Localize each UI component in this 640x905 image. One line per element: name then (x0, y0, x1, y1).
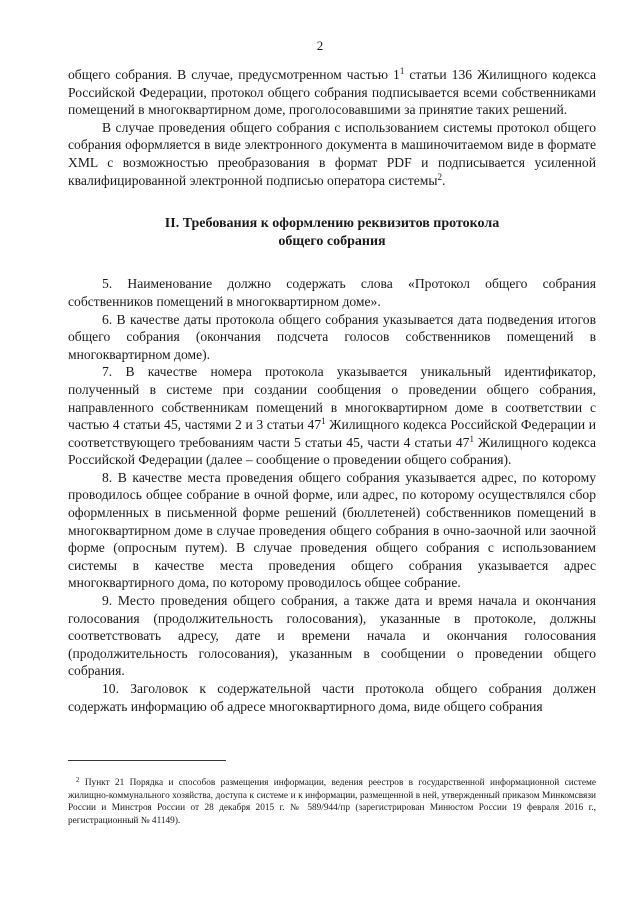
paragraph-electronic-protocol (68, 119, 596, 189)
section-heading-line: общего собрания (278, 233, 386, 249)
clause-text: 7. В качестве номера протокола указывается уникальный идентификатор, полученный в системе при создании сообщения о проведении общего собрания, направленного собственникам помещений в многоквартирном доме в соответствии с частью 4 статьи 45, частями 2 и 3 статьи 47 (68, 364, 596, 433)
page-number: 2 (316, 38, 324, 53)
paragraph-text: общего собрания. В случае, предусмотренном частью 1 (68, 67, 400, 82)
paragraph-text: статьи 136 Жилищного кодекса Российской Федерации, протокол общего собрания подписывается всеми собственниками помещений в многоквартирном доме, проголосовавшими за принятие таких решений. (68, 67, 597, 118)
document-body (68, 66, 596, 715)
clause-5: 5. Наименование должно содержать слова «Протокол общего собрания собственников помещений в многоквартирном доме». (68, 276, 596, 309)
paragraph-text: В случае проведения общего собрания с использованием системы протокол общего собрания оформляется в виде электронного документа в машиночитаемом виде в формате XML с возможностью преобразования в формат PDF и подписывается усиленной квалифицированной электронной подписью оператора системы (68, 119, 596, 188)
paragraph-continuation (68, 66, 596, 119)
superscript: 1 (321, 416, 326, 427)
clause-6: 6. В качестве даты протокола общего собрания указывается дата подведения итогов общего собрания (окончания подсчета голосов собственников помещений в многоквартирном доме). (68, 311, 596, 362)
footnote-text: Пункт 21 Порядка и способов размещения информации, ведения реестров в государственной информационной системе жилищно-коммунального хозяйства, доступа к системе и к информации, размещенной в ней, утвержденный приказом Минкомсвязи России и Минстроя России от 28 декабря 2015 г. № 589/944/пр (зарегистрирован Минюстом России 19 февраля 2016 г., регистрационный № 41149). (68, 778, 596, 826)
superscript: 1 (469, 433, 474, 444)
clause-10: 10. Заголовок к содержательной части протокола общего собрания должен содержать информацию об адресе многоквартирного дома, виде общего собрания (68, 681, 596, 714)
section-heading-line: II. Требования к оформлению реквизитов протокола (164, 216, 500, 232)
footnote-ref: 2 (437, 171, 442, 182)
clause-7 (68, 363, 596, 469)
clause-text: Жилищного кодекса Российской Федерации (далее – сообщение о проведении общего собрания). (68, 434, 596, 468)
section-heading (68, 215, 596, 250)
superscript: 1 (399, 66, 405, 76)
clause-9: 9. Место проведения общего собрания, а также дата и время начала и окончания голосования (продолжительность голосования), указанные в протоколе, должны соответствовать адресу, дате и времени начала и окончания голосования (продолжительность голосования), указанным в сообщении о проведении общего собрания. (68, 593, 596, 679)
clause-text: Жилищного кодекса Российской Федерации и соответствующего требованиям части 5 статьи 45, части 4 статьи 47 (68, 417, 596, 450)
footnote-marker: 2 (76, 776, 80, 785)
clause-8: 8. В качестве места проведения общего собрания указывается адрес, по которому проводилось общее собрание в очной форме, или адрес, по которому осуществлялся сбор оформленных в письменной форме решений (бюллетеней) собственников помещений в многоквартирном доме в случае проведения общего собрания в очно-заочной или заочной форме (опросным путем). В случае проведения общего собрания с использованием системы в качестве места проведения общего собрания указывается адрес многоквартирного дома, по которому проводилось общее собрание. (68, 469, 596, 591)
footnote (68, 777, 596, 827)
paragraph-text: . (441, 172, 446, 188)
footnote-divider (68, 760, 226, 761)
